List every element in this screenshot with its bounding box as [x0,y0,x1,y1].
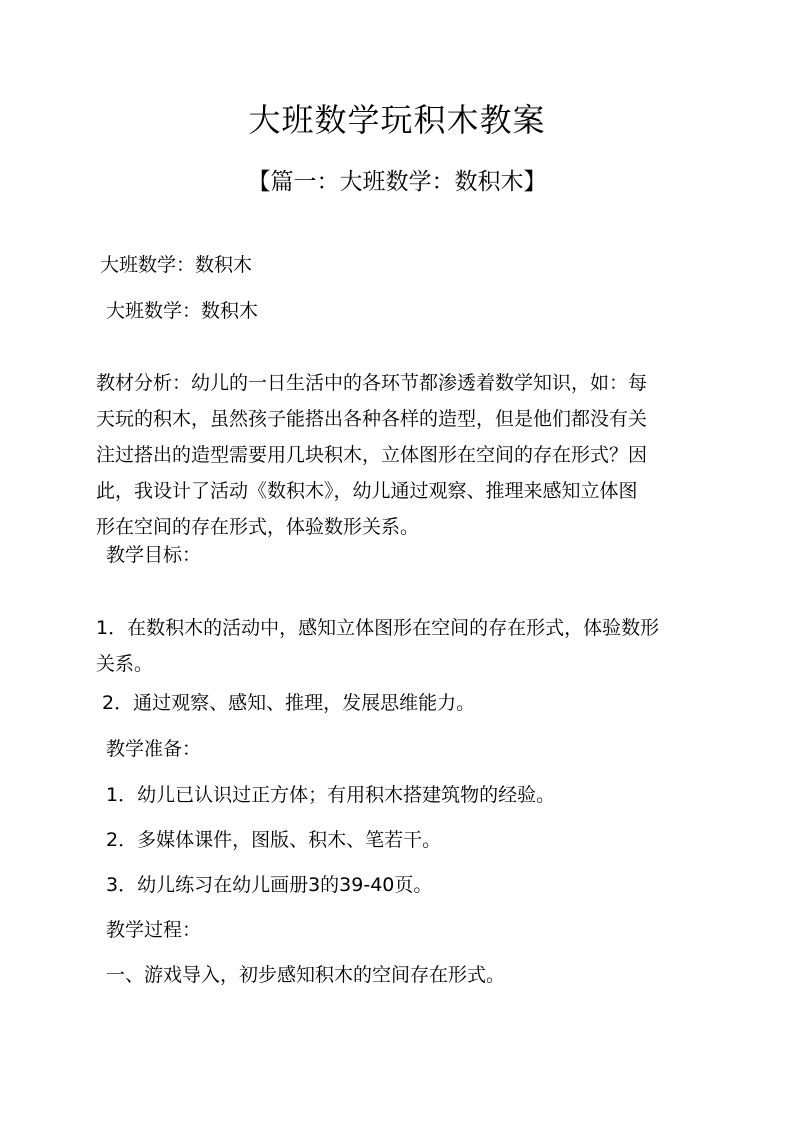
goal-1-line-2: 关系。 [96,653,154,675]
analysis-line-1: 教材分析：幼儿的一日生活中的各环节都渗透着数学知识，如：每 [96,372,648,394]
prep-item-2: 2．多媒体课件，图版、积木、笔若干。 [106,829,442,851]
document-title: 大班数学玩积木教案 [248,101,546,139]
analysis-line-2: 天玩的积木，虽然孩子能搭出各种各样的造型，但是他们都没有关 [96,408,648,430]
goals-heading: 教学目标： [106,544,202,566]
analysis-line-4: 此，我设计了活动《数积木》，幼儿通过观察、推理来感知立体图 [96,480,638,502]
prep-item-3: 3．幼儿练习在幼儿画册3的39-40页。 [106,874,433,896]
goal-1-paragraph [96,610,696,682]
process-step-1: 一、游戏导入，初步感知积木的空间存在形式。 [106,964,506,986]
prep-heading: 教学准备： [106,738,202,760]
prep-item-1: 1．幼儿已认识过正方体；有用积木搭建筑物的经验。 [106,784,556,806]
section-heading-1: 大班数学：数积木 [100,254,253,276]
document-subtitle: 【篇一：大班数学：数积木】 [247,169,547,195]
analysis-line-3: 注过搭出的造型需要用几块积木，立体图形在空间的存在形式？因 [96,444,648,466]
goal-2: 2．通过观察、感知、推理，发展思维能力。 [102,692,476,714]
process-heading: 教学过程： [106,919,202,941]
analysis-paragraph [96,365,696,545]
goal-1-line-1: 1．在数积木的活动中，感知立体图形在空间的存在形式，体验数形 [96,617,660,639]
section-heading-2: 大班数学：数积木 [106,300,259,322]
analysis-line-5: 形在空间的存在形式，体验数形关系。 [96,516,420,538]
